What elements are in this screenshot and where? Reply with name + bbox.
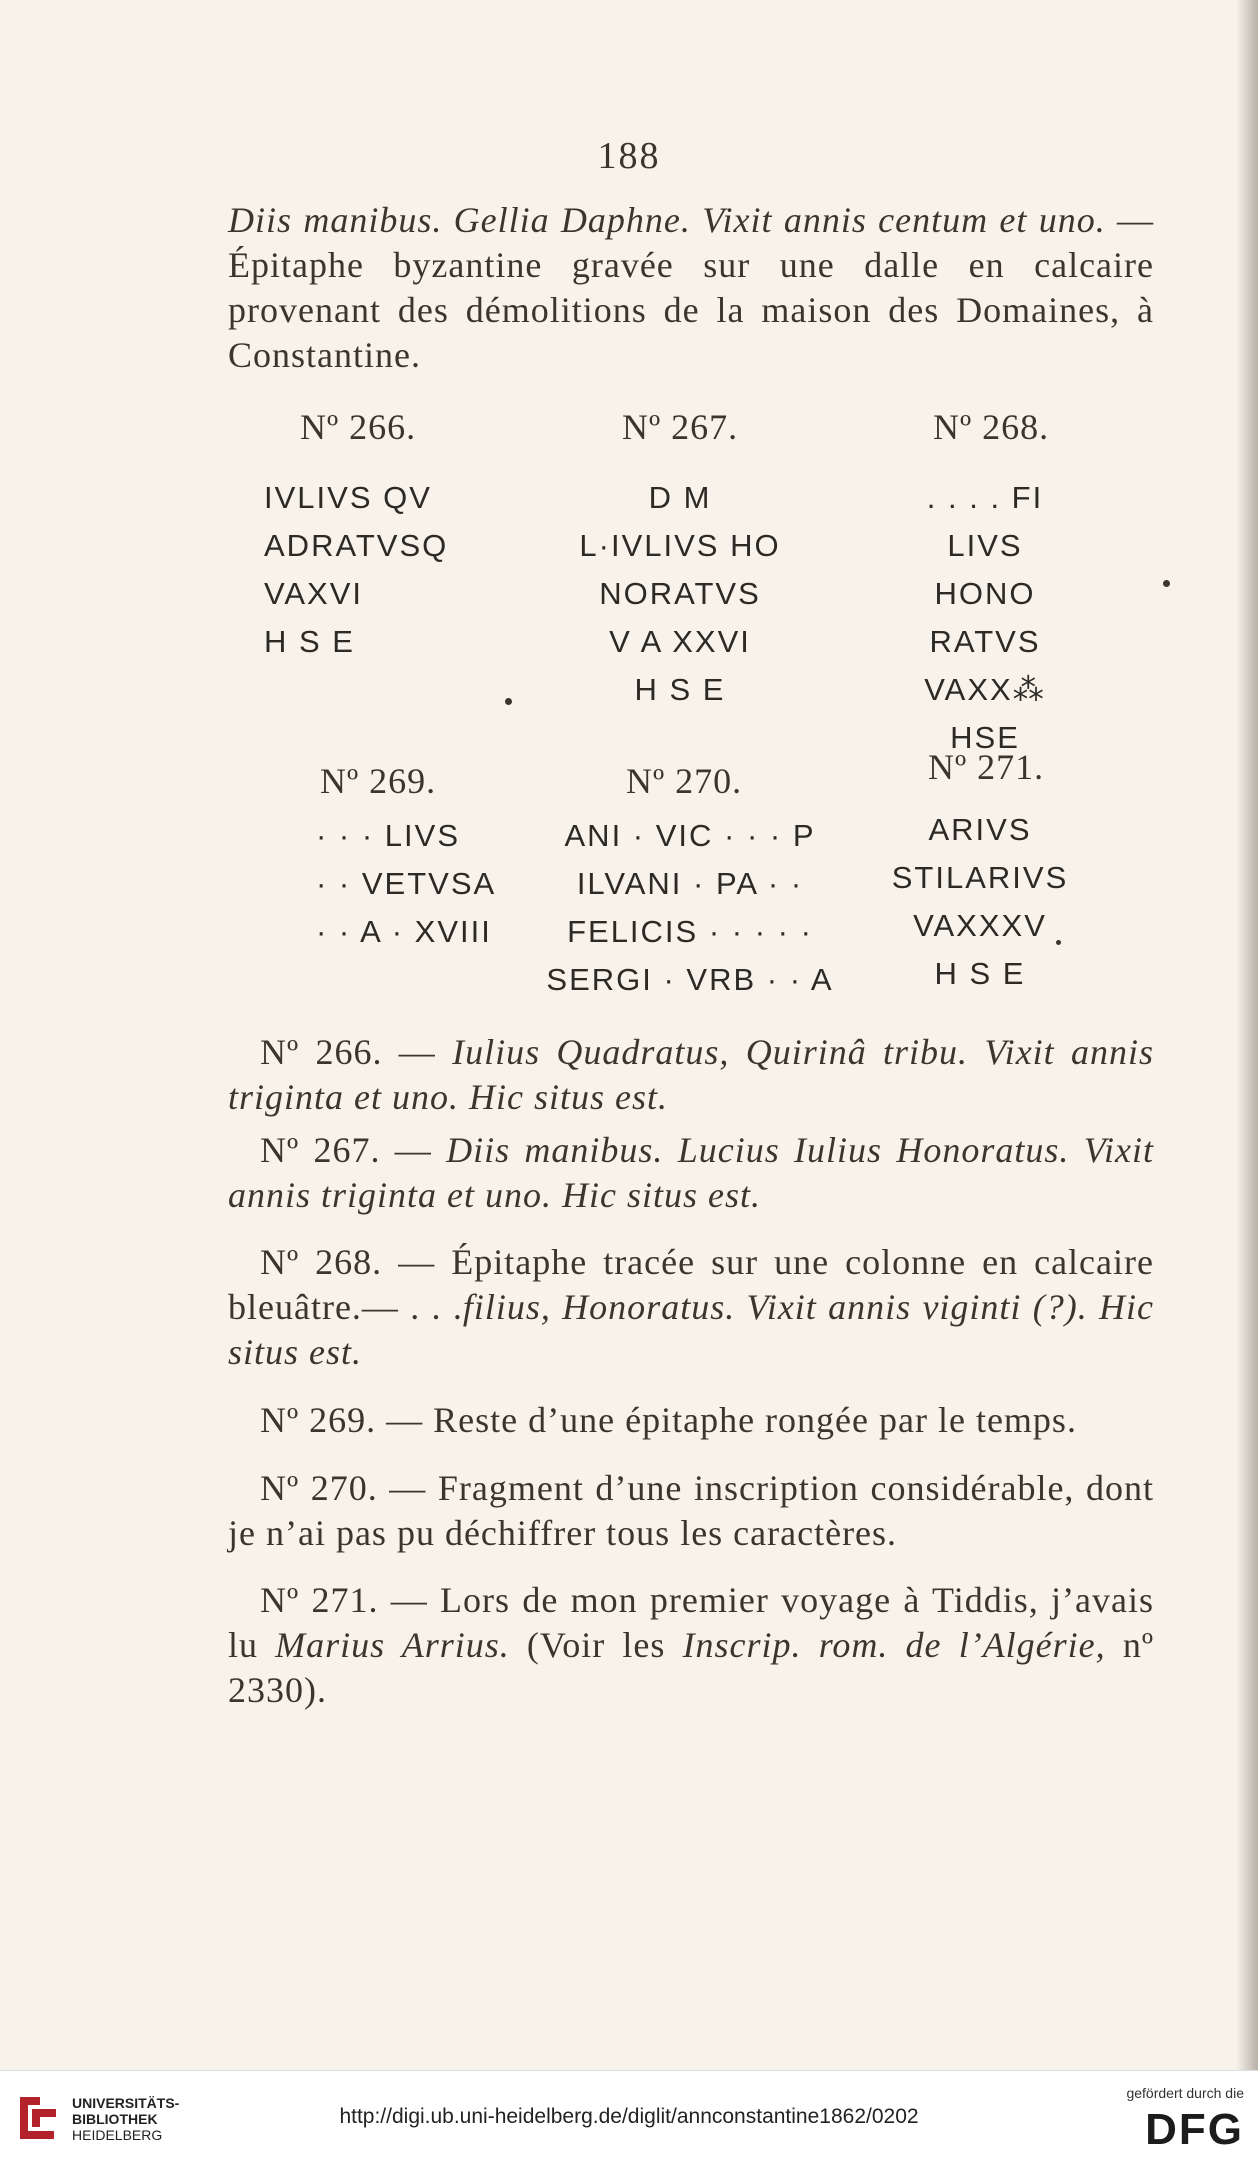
inscription-line: · · · LIVS [316,818,461,853]
inscription-line: FELICIS · · · · · [567,914,813,949]
inscription-line: HSE [950,720,1020,755]
note-266 [228,1030,1154,1120]
inscription-line: ANI · VIC · · · P [564,818,816,853]
page-number: 188 [597,135,661,177]
inscription-line: . . . . FI [926,480,1044,515]
intro-paragraph [228,198,1154,378]
intro-text: — Épitaphe byzantine gravée sur une dalle en calcaire provenant des démolitions de la maison des Domaines, à Constantine. [228,200,1155,375]
note-label: Nº 270. — [260,1468,438,1508]
dfg-logo: DFG [1145,2105,1244,2154]
inscription-line: D M [648,480,712,515]
note-text: Épitaphe tracée sur une colonne en calcaire bleuâtre.— . . . [228,1242,1154,1327]
note-268 [228,1240,1154,1375]
inscription-line: RATVS [929,624,1041,659]
note-italic: Marius Arrius. [275,1625,510,1665]
inscription-270 [540,812,840,1004]
note-267 [228,1128,1154,1218]
note-271 [228,1578,1154,1713]
note-270 [228,1466,1154,1556]
heading-271: Nº 271. [928,747,1045,787]
inscription-268 [890,474,1080,762]
note-italic: Iulius Quadratus, Quirinâ tribu. Vixit annis triginta et uno. Hic situs est. [228,1032,1154,1117]
note-text: Fragment d’une inscription considérable, dont je n’ai pas pu déchiffrer tous les caractères. [228,1468,1154,1553]
inscription-line: ADRATVSQ [264,528,449,563]
inscription-line: L·IVLIVS HO [579,528,781,563]
inscription-line: ARIVS [928,812,1032,847]
inscription-line: · · A · XVIII [316,914,492,949]
note-label: Nº 266. — [260,1032,453,1072]
inscription-line: VAXX⁂ [924,672,1046,707]
note-text: Lors de mon premier voyage à Tiddis, j’avais lu [228,1580,1154,1665]
note-label: Nº 269. — [260,1400,434,1440]
note-italic: Inscrip. rom. de l’Algérie, [682,1625,1106,1665]
ink-speck [1163,580,1170,587]
note-label: Nº 267. — [260,1130,447,1170]
note-text: Reste d’une épitaphe rongée par le temps. [433,1400,1077,1440]
heading-268: Nº 268. [933,407,1050,447]
inscription-line: · · VETVSA [316,866,497,901]
heading-269: Nº 269. [320,761,437,801]
note-label: Nº 271. — [260,1580,441,1620]
permalink-url[interactable]: http://digi.ub.uni-heidelberg.de/diglit/annconstantine1862/0202 [339,2105,919,2128]
heading-270: Nº 270. [626,761,743,801]
inscription-line: V A XXVI [609,624,751,659]
ink-speck [1056,940,1061,945]
institution-line: BIBLIOTHEK [72,2111,158,2127]
note-text: nº 2330). [228,1625,1154,1710]
inscription-line: SERGI · VRB · · A [546,962,834,997]
page-edge-shadow [1236,0,1258,2070]
intro-italic: Diis manibus. Gellia Daphne. Vixit annis centum et uno. [228,200,1106,240]
inscription-line: H S E [634,672,726,707]
viewer-footer [0,2070,1258,2163]
inscription-271 [860,806,1100,998]
note-italic: filius, Honoratus. Vixit annis viginti (?). Hic situs est. [228,1287,1154,1372]
inscription-line: VAXVI [264,576,364,611]
inscription-269 [316,812,496,956]
inscription-266 [264,474,448,666]
note-text: (Voir les [509,1625,683,1665]
inscription-line: HONO [934,576,1036,611]
note-label: Nº 268. — [260,1242,452,1282]
inscription-line: H S E [264,624,355,659]
note-269 [228,1398,1154,1443]
institution-line: HEIDELBERG [72,2127,163,2143]
inscription-line: VAXXXV [913,908,1047,943]
heading-266: Nº 266. [300,407,417,447]
funded-by-label: gefördert durch die [1126,2085,1244,2101]
note-italic: Diis manibus. Lucius Iulius Honoratus. Vixit annis triginta et uno. Hic situs est. [228,1130,1154,1215]
inscription-267 [560,474,800,714]
inscription-line: NORATVS [599,576,761,611]
institution-line: UNIVERSITÄTS- [72,2095,180,2111]
inscription-line: H S E [934,956,1026,991]
inscription-line: IVLIVS QV [264,480,432,515]
inscription-line: LIVS [947,528,1023,563]
ink-speck [505,698,512,705]
inscription-line: STILARIVS [891,860,1069,895]
heading-267: Nº 267. [622,407,739,447]
inscription-line: ILVANI · PA · · [576,866,804,901]
